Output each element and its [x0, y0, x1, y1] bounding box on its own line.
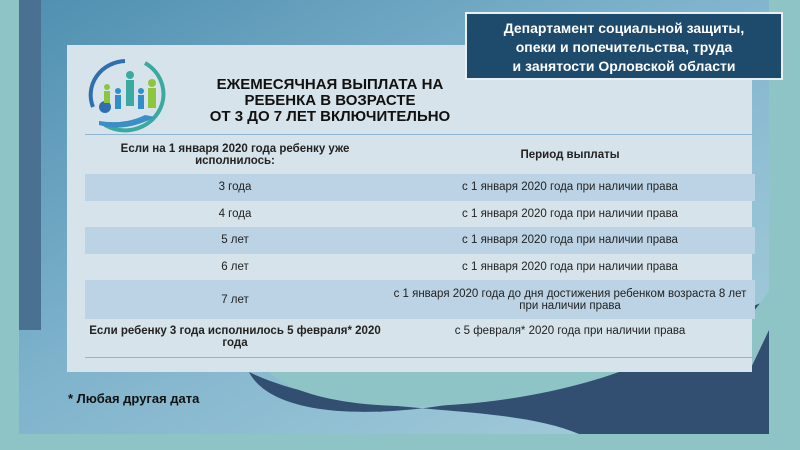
cell-period: с 1 января 2020 года при наличии права: [462, 207, 678, 220]
header-age: Если на 1 января 2020 года ребенку уже исполнилось:: [120, 142, 350, 167]
department-line: и занятости Орловской области: [512, 58, 736, 74]
title-line: РЕБЕНКА В ВОЗРАСТЕ: [244, 92, 416, 109]
family-logo-icon: [85, 55, 175, 135]
cell-period: с 5 февраля* 2020 года при наличии права: [454, 325, 686, 337]
table-row: [85, 319, 755, 357]
payment-table: [85, 134, 755, 358]
title-line: ОТ 3 ДО 7 ЛЕТ ВКЛЮЧИТЕЛЬНО: [209, 108, 451, 125]
title-line: ЕЖЕМЕСЯЧНАЯ ВЫПЛАТА НА: [216, 76, 444, 93]
table-row: [85, 254, 755, 281]
department-header: [465, 12, 783, 80]
cell-age: 6 лет: [221, 260, 249, 273]
table-row: [85, 280, 755, 319]
cell-age: Если ребенку 3 года исполнилось 5 февраля* 2020 года: [89, 325, 381, 349]
table-row: [85, 201, 755, 228]
cell-age: 3 года: [218, 181, 252, 194]
footnote: * Любая другая дата: [68, 391, 200, 406]
cell-period: с 1 января 2020 года при наличии права: [462, 181, 678, 194]
page-title: [180, 77, 480, 125]
decor-bar: [19, 0, 41, 330]
header-period: Период выплаты: [520, 148, 620, 161]
cell-period: с 1 января 2020 года при наличии права: [462, 234, 678, 247]
cell-age: 5 лет: [221, 234, 249, 247]
cell-age: 7 лет: [221, 293, 249, 306]
cell-age: 4 года: [218, 207, 252, 220]
department-line: Департамент социальной защиты,: [503, 20, 745, 36]
table-row: [85, 174, 755, 201]
department-line: опеки и попечительства, труда: [515, 39, 733, 55]
table-header-row: [85, 135, 755, 174]
cell-period: с 1 января 2020 года до дня достижения ребенком возраста 8 лет при наличии права: [393, 287, 747, 312]
cell-period: с 1 января 2020 года при наличии права: [462, 260, 678, 273]
table-row: [85, 227, 755, 254]
